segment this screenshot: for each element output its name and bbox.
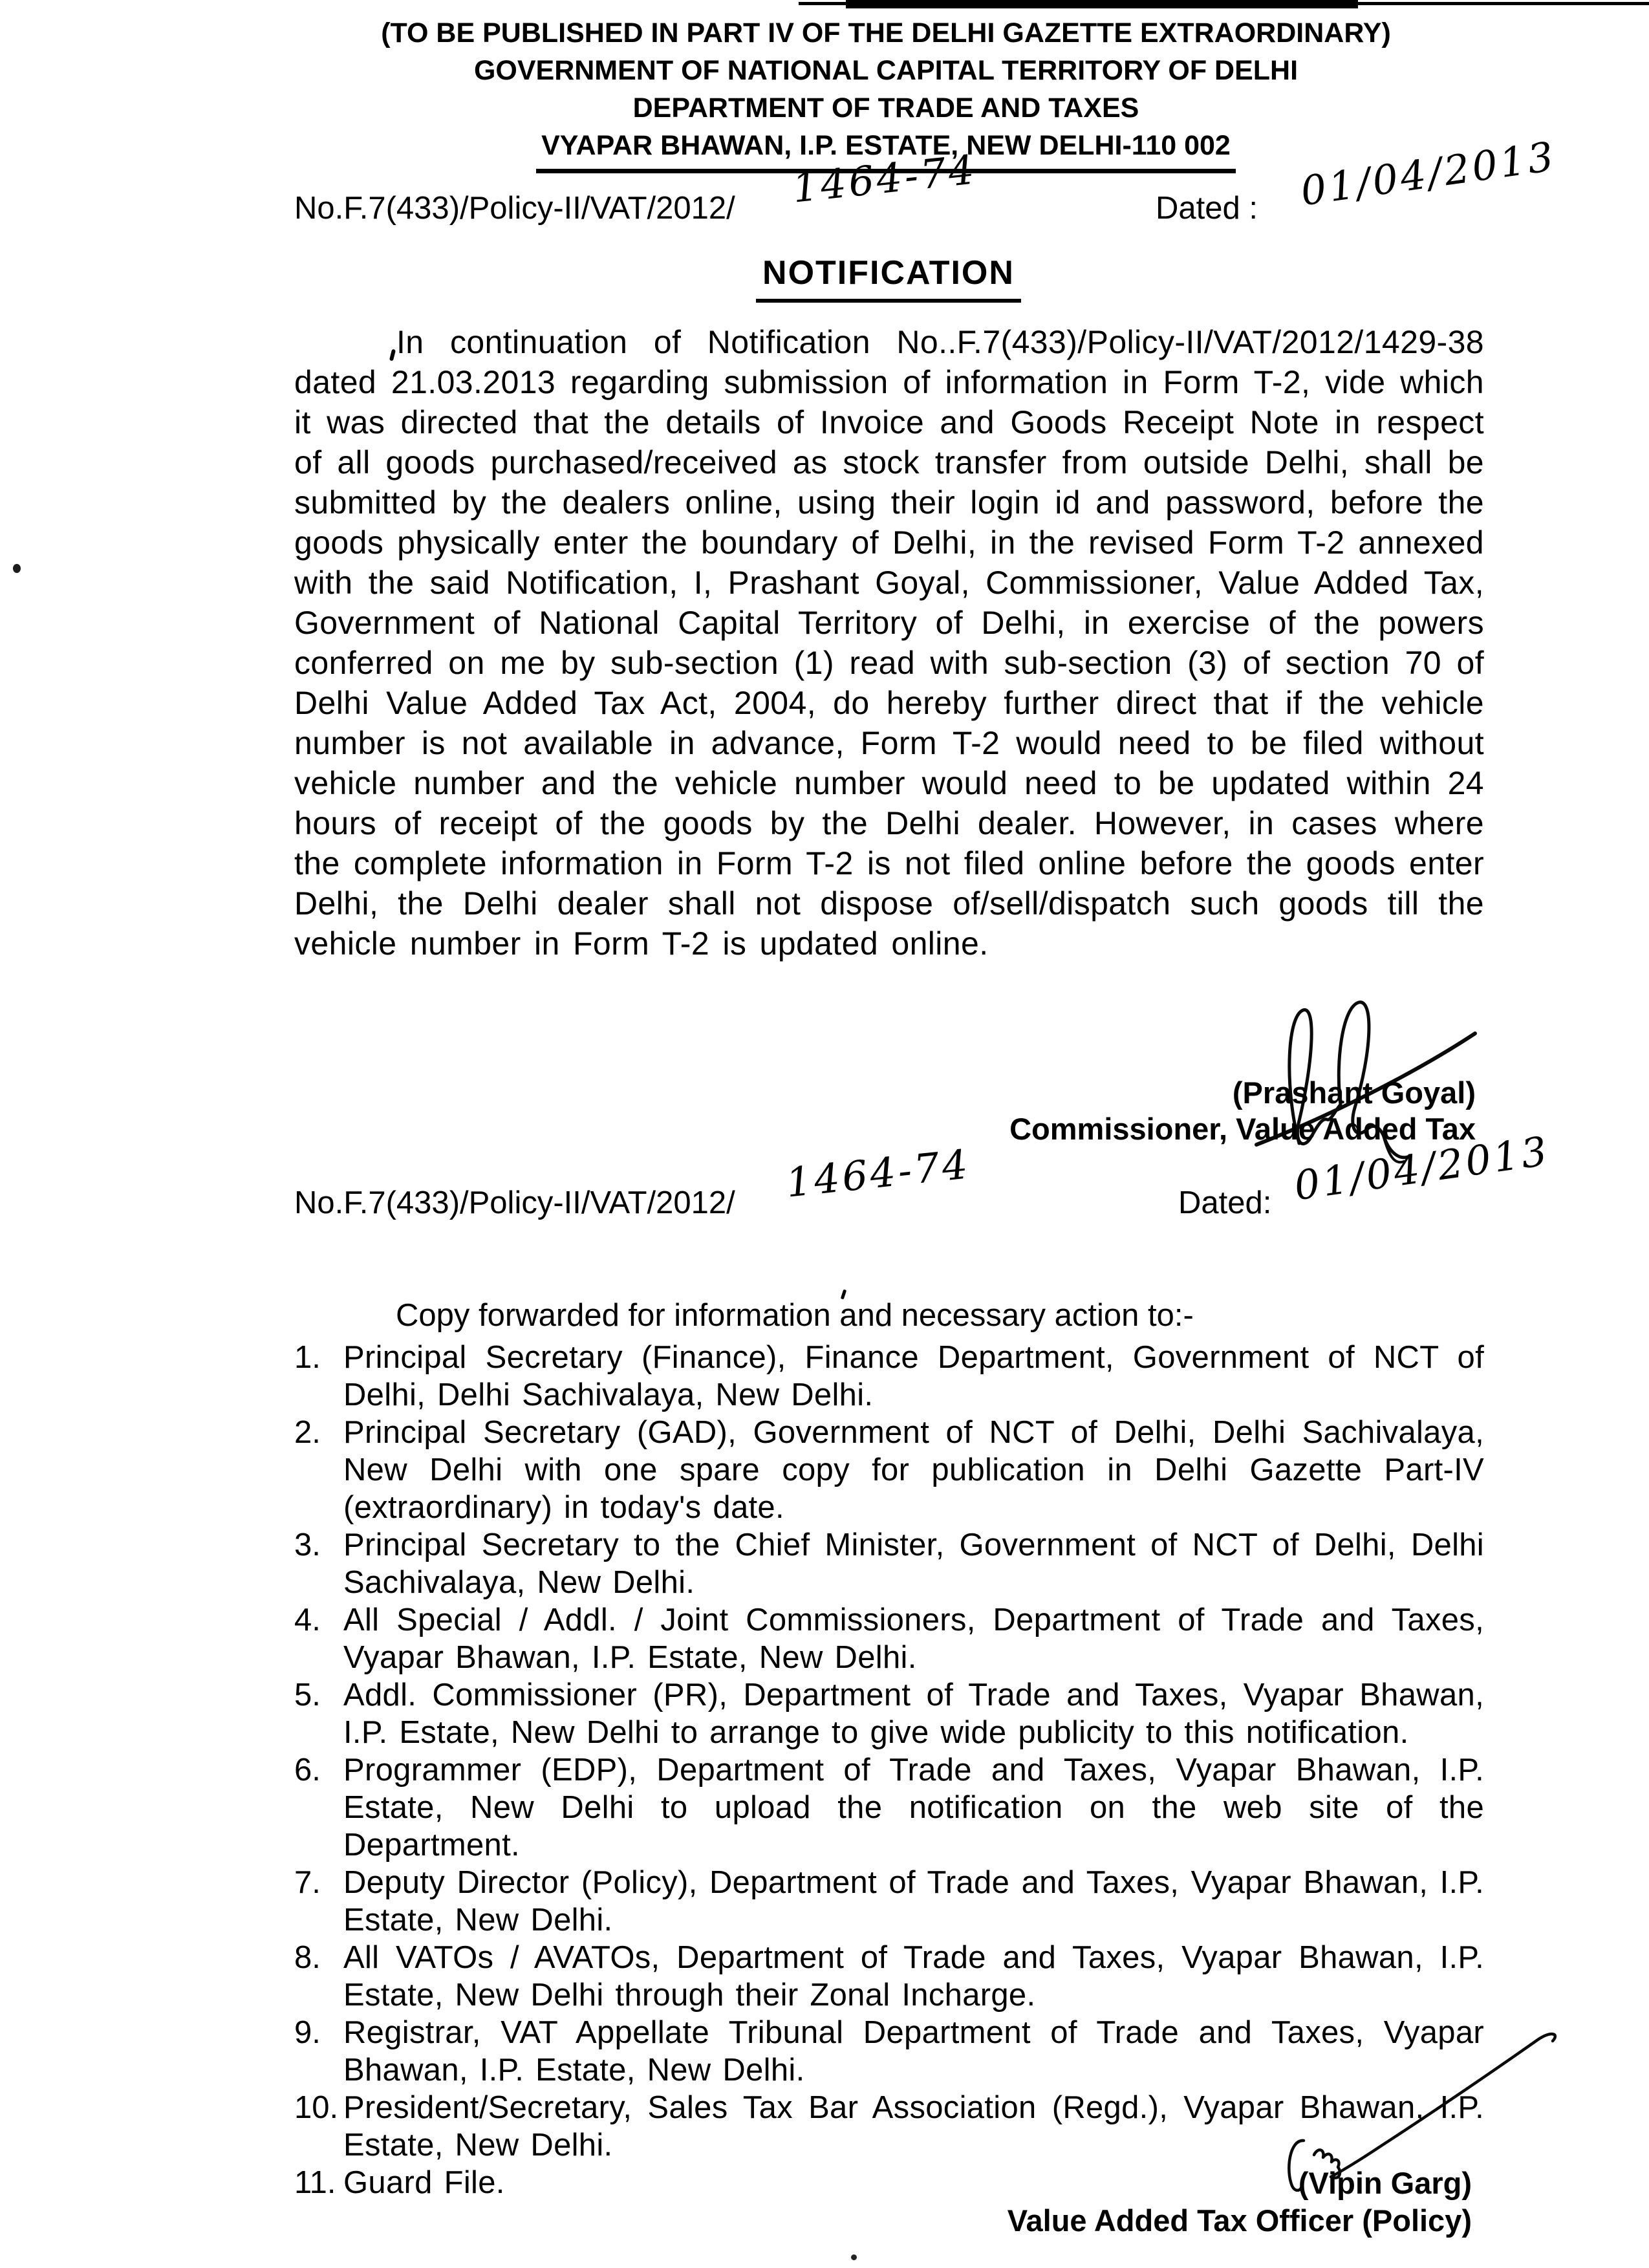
list-item-text: Registrar, VAT Appellate Tribunal Department of Trade and Taxes, Vyapar Bhawan, I.P. Estate, New Delhi. bbox=[343, 2015, 1484, 2088]
list-item-text: President/Secretary, Sales Tax Bar Association (Regd.), Vyapar Bhawan, I.P. Estate, New Delhi. bbox=[343, 2090, 1484, 2163]
department-name: DEPARTMENT OF TRADE AND TAXES bbox=[632, 92, 1139, 124]
list-item bbox=[294, 1751, 1484, 1864]
list-item-text: Addl. Commissioner (PR), Department of Trade and Taxes, Vyapar Bhawan, I.P. Estate, New Delhi to arrange to give wide publicity to this notification. bbox=[343, 1678, 1484, 1750]
list-item-number: 10. bbox=[294, 2090, 339, 2125]
file-number-label: No.F.7(433)/Policy-II/VAT/2012/ bbox=[294, 1185, 735, 1220]
scan-artifact bbox=[851, 2254, 857, 2260]
department-address: VYAPAR BHAWAN, I.P. ESTATE, NEW DELHI-110 002 bbox=[536, 127, 1236, 173]
list-item-text: Principal Secretary (Finance), Finance Department, Government of NCT of Delhi, Delhi Sachivalaya, New Delhi. bbox=[343, 1340, 1484, 1412]
list-item bbox=[294, 1939, 1484, 2014]
list-item-text: Deputy Director (Policy), Department of Trade and Taxes, Vyapar Bhawan, I.P. Estate, New Delhi. bbox=[343, 1865, 1484, 1938]
list-item-text: Programmer (EDP), Department of Trade and Taxes, Vyapar Bhawan, I.P. Estate, New Delhi to upload the notification on the web site of the Department. bbox=[343, 1753, 1484, 1863]
list-item-text: Principal Secretary to the Chief Minister, Government of NCT of Delhi, Delhi Sachivalaya, New Delhi. bbox=[343, 1528, 1484, 1600]
list-item bbox=[294, 1864, 1484, 1939]
copy-forwarded-intro: Copy forwarded for information and necessary action to:- bbox=[396, 1298, 1194, 1333]
list-item-number: 4. bbox=[294, 1603, 321, 1637]
commissioner-name: (Prashant Goyal) bbox=[1232, 1075, 1476, 1110]
list-item-number: 9. bbox=[294, 2015, 321, 2050]
list-item-text: Principal Secretary (GAD), Government of NCT of Delhi, Delhi Sachivalaya, New Delhi with one spare copy for publication in Delhi Gazette Part-IV (extraordinary) in today's date. bbox=[343, 1415, 1484, 1525]
file-number-label: No.F.7(433)/Policy-II/VAT/2012/ bbox=[294, 191, 735, 226]
commissioner-title: Commissioner, Value Added Tax bbox=[1009, 1112, 1476, 1146]
list-item-number: 7. bbox=[294, 1865, 321, 1900]
file-number-handwritten: 1464-74 bbox=[790, 146, 979, 212]
dated-label: Dated : bbox=[1156, 191, 1258, 226]
list-item-text: Guard File. bbox=[343, 2165, 505, 2200]
list-item bbox=[294, 1601, 1484, 1676]
scan-artifact bbox=[13, 564, 21, 573]
letterhead bbox=[171, 14, 1600, 173]
list-item-number: 8. bbox=[294, 1940, 321, 1975]
list-item bbox=[294, 1526, 1484, 1601]
list-item-text: All Special / Addl. / Joint Commissioners, Department of Trade and Taxes, Vyapar Bhawan, I.P. Estate, New Delhi. bbox=[343, 1603, 1484, 1675]
list-item bbox=[294, 1414, 1484, 1526]
list-item-number: 3. bbox=[294, 1528, 321, 1562]
date-handwritten: 01/04/2013 bbox=[1297, 132, 1559, 215]
list-item bbox=[294, 1339, 1484, 1414]
file-number-handwritten: 1464-74 bbox=[783, 1140, 973, 1207]
list-item-number: 5. bbox=[294, 1678, 321, 1712]
list-item-number: 1. bbox=[294, 1340, 321, 1375]
gazette-publication-line: (TO BE PUBLISHED IN PART IV OF THE DELHI GAZETTE EXTRAORDINARY) bbox=[381, 17, 1391, 49]
list-item-number: 2. bbox=[294, 1415, 321, 1450]
vato-title: Value Added Tax Officer (Policy) bbox=[1007, 2203, 1472, 2238]
government-name: GOVERNMENT OF NATIONAL CAPITAL TERRITORY OF DELHI bbox=[473, 55, 1299, 86]
list-item-text: All VATOs / AVATOs, Department of Trade and Taxes, Vyapar Bhawan, I.P. Estate, New Delhi through their Zonal Incharge. bbox=[343, 1940, 1484, 2013]
dated-label: Dated: bbox=[1178, 1185, 1272, 1220]
list-item bbox=[294, 1676, 1484, 1751]
notification-title: NOTIFICATION bbox=[294, 254, 1483, 303]
list-item-number: 11. bbox=[294, 2165, 336, 2200]
notification-body: In continuation of Notification No..F.7(433)/Policy-II/VAT/2012/1429-38 dated 21.03.2013 regarding submission of information in Form T-2, vide which it was directed that the details of Invoice and Goods Receipt Note in respect of all goods purchased/received as stock transfer from outside Delhi, shall be submitted by the dealers online, using their login id and password, before the goods physically enter the boundary of Delhi, in the revised Form T-2 annexed with the said Notification, I, Prashant Goyal, Commissioner, Value Added Tax, Government of National Capital Territory of Delhi, in exercise of the powers conferred on me by sub-section (1) read with sub-section (3) of section 70 of Delhi Value Added Tax Act, 2004, do hereby further direct that if the vehicle number is not available in advance, Form T-2 would need to be filed without vehicle number and the vehicle number would need to be updated within 24 hours of receipt of the goods by the Delhi dealer. However, in cases where the complete information in Form T-2 is not filed online before the goods enter Delhi, the Delhi dealer shall not dispose of/sell/dispatch such goods till the vehicle number in Form T-2 is updated online. bbox=[294, 324, 1484, 962]
scan-artifact bbox=[846, 0, 1358, 8]
list-item-number: 6. bbox=[294, 1753, 321, 1787]
vato-name: (Vipin Garg) bbox=[1298, 2166, 1472, 2200]
date-handwritten: 01/04/2013 bbox=[1291, 1127, 1553, 1210]
